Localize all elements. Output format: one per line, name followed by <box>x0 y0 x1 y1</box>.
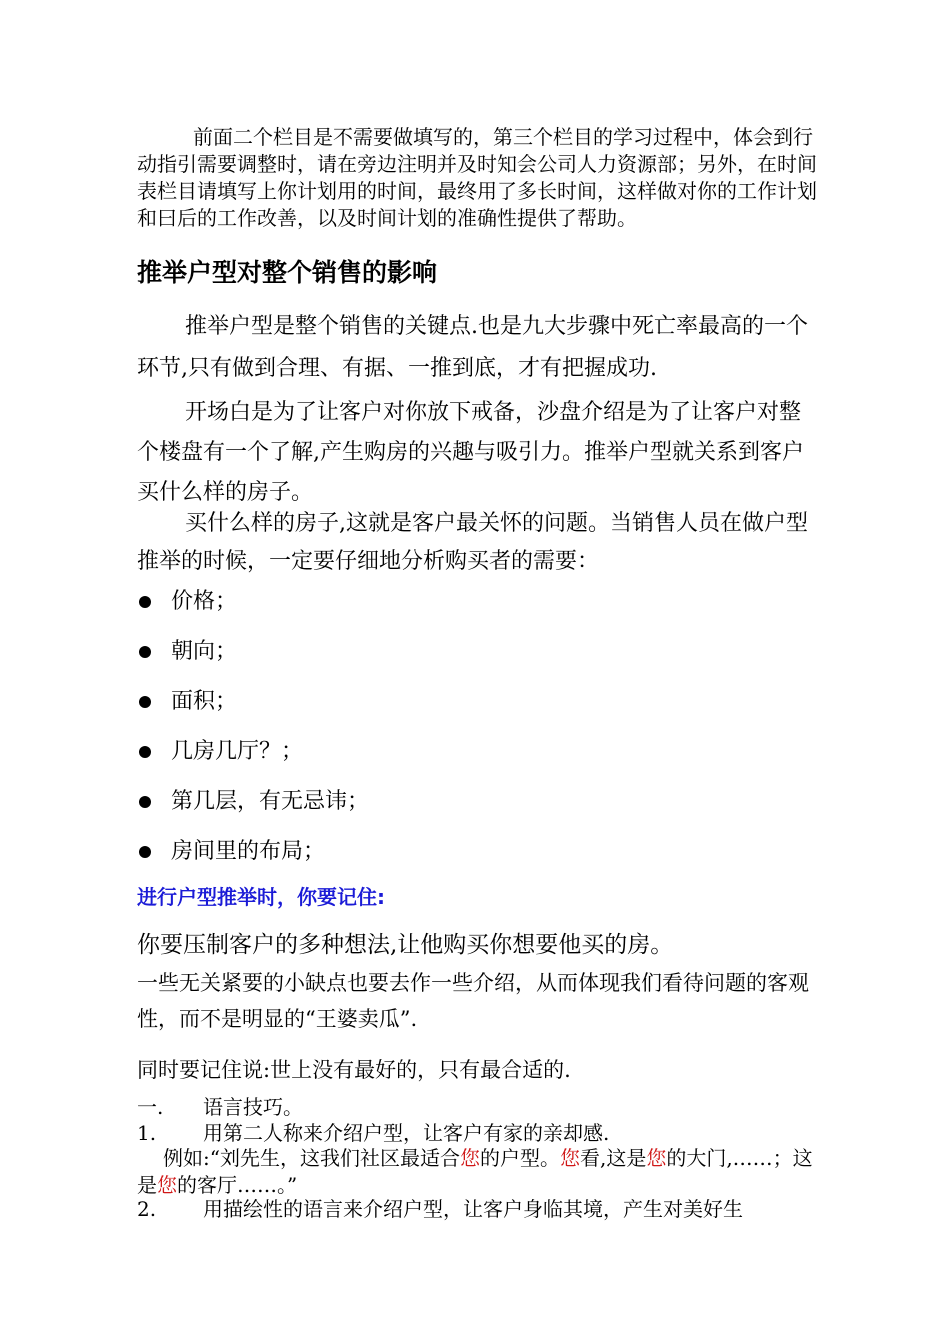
example-text: 的户型。 <box>479 1146 560 1170</box>
remember-line: 你要压制客户的多种想法,让他购买你想要他买的房。 <box>137 932 674 958</box>
paragraph-3: 买什么样的房子,这就是客户最关怀的问题。当销售人员在做户型推举的时候，一定要仔细地分析购买者的需要： <box>137 511 808 574</box>
list-item <box>137 827 817 877</box>
remember-heading: 进行户型推举时，你要记住: <box>137 885 385 909</box>
emphasis-you: 您 <box>559 1146 580 1170</box>
bullet-dot-icon <box>139 796 151 808</box>
list-item <box>137 777 817 827</box>
bullet-dot-icon <box>139 746 151 758</box>
numbered-item-1 <box>137 1120 817 1147</box>
numbered-item-0 <box>137 1094 817 1121</box>
bullet-text: 面积； <box>171 689 238 714</box>
bullet-dot-icon <box>139 596 151 608</box>
paragraph-1: 推举户型是整个销售的关键点.也是九大步骤中死亡率最高的一个环节,只有做到合理、有据、一推到底，才有把握成功. <box>137 314 808 381</box>
numbered-item-2 <box>137 1196 817 1223</box>
example-text: 看,这是 <box>579 1146 647 1170</box>
needs-bullet-list <box>137 577 817 877</box>
paragraph-2: 开场白是为了让客户对你放下戒备，沙盘介绍是为了让客户对整个楼盘有一个了解,产生购房的兴趣与吸引力。推举户型就关系到客户买什么样的房子。 <box>137 400 804 505</box>
remember-paragraph: 一些无关紧要的小缺点也要去作一些介绍，从而体现我们看待问题的客观性，而不是明显的“王婆卖瓜”. <box>137 971 809 1031</box>
bullet-dot-icon <box>139 846 151 858</box>
example-text: 的大门,……；这是 <box>137 1146 813 1197</box>
bullet-text: 几房几厅？； <box>171 739 304 764</box>
bullet-dot-icon <box>139 696 151 708</box>
item-number: 一. <box>137 1095 164 1119</box>
list-item <box>137 577 817 627</box>
item-text: 语言技巧。 <box>203 1095 303 1119</box>
item-text: 用描绘性的语言来介绍户型，让客户身临其境，产生对美好生 <box>203 1197 743 1221</box>
example-text: 的客厅……。” <box>177 1173 298 1197</box>
emphasis-you: 您 <box>459 1146 480 1170</box>
list-item <box>137 677 817 727</box>
same-time-line: 同时要记住说:世上没有最好的，只有最合适的. <box>137 1058 571 1082</box>
bullet-text: 朝向； <box>171 639 238 664</box>
intro-paragraph: 前面二个栏目是不需要做填写的，第三个栏目的学习过程中，体会到行动指引需要调整时，请在旁边注明并及时知会公司人力资源部；另外，在时间表栏目请填写上你计划用的时间，最终用了多长时间，这样做对你的工作计划和曰后的工作改善，以及时间计划的准确性提供了帮助。 <box>137 125 817 230</box>
item-text: 用第二人称来介绍户型，让客户有家的亲却感. <box>203 1121 610 1145</box>
section-title: 推举户型对整个销售的影响 <box>137 258 438 287</box>
bullet-text: 第几层，有无忌讳； <box>171 789 370 814</box>
item-number: 1. <box>137 1121 157 1145</box>
bullet-text: 价格； <box>171 589 238 614</box>
example-text: 例如:“刘先生，这我们社区最适合 <box>163 1146 460 1170</box>
emphasis-you: 您 <box>646 1146 667 1170</box>
item-number: 2. <box>137 1197 157 1221</box>
emphasis-you: 您 <box>157 1173 177 1197</box>
list-item <box>137 727 817 777</box>
example-paragraph <box>137 1145 827 1199</box>
list-item <box>137 627 817 677</box>
bullet-dot-icon <box>139 646 151 658</box>
bullet-text: 房间里的布局； <box>171 839 326 864</box>
